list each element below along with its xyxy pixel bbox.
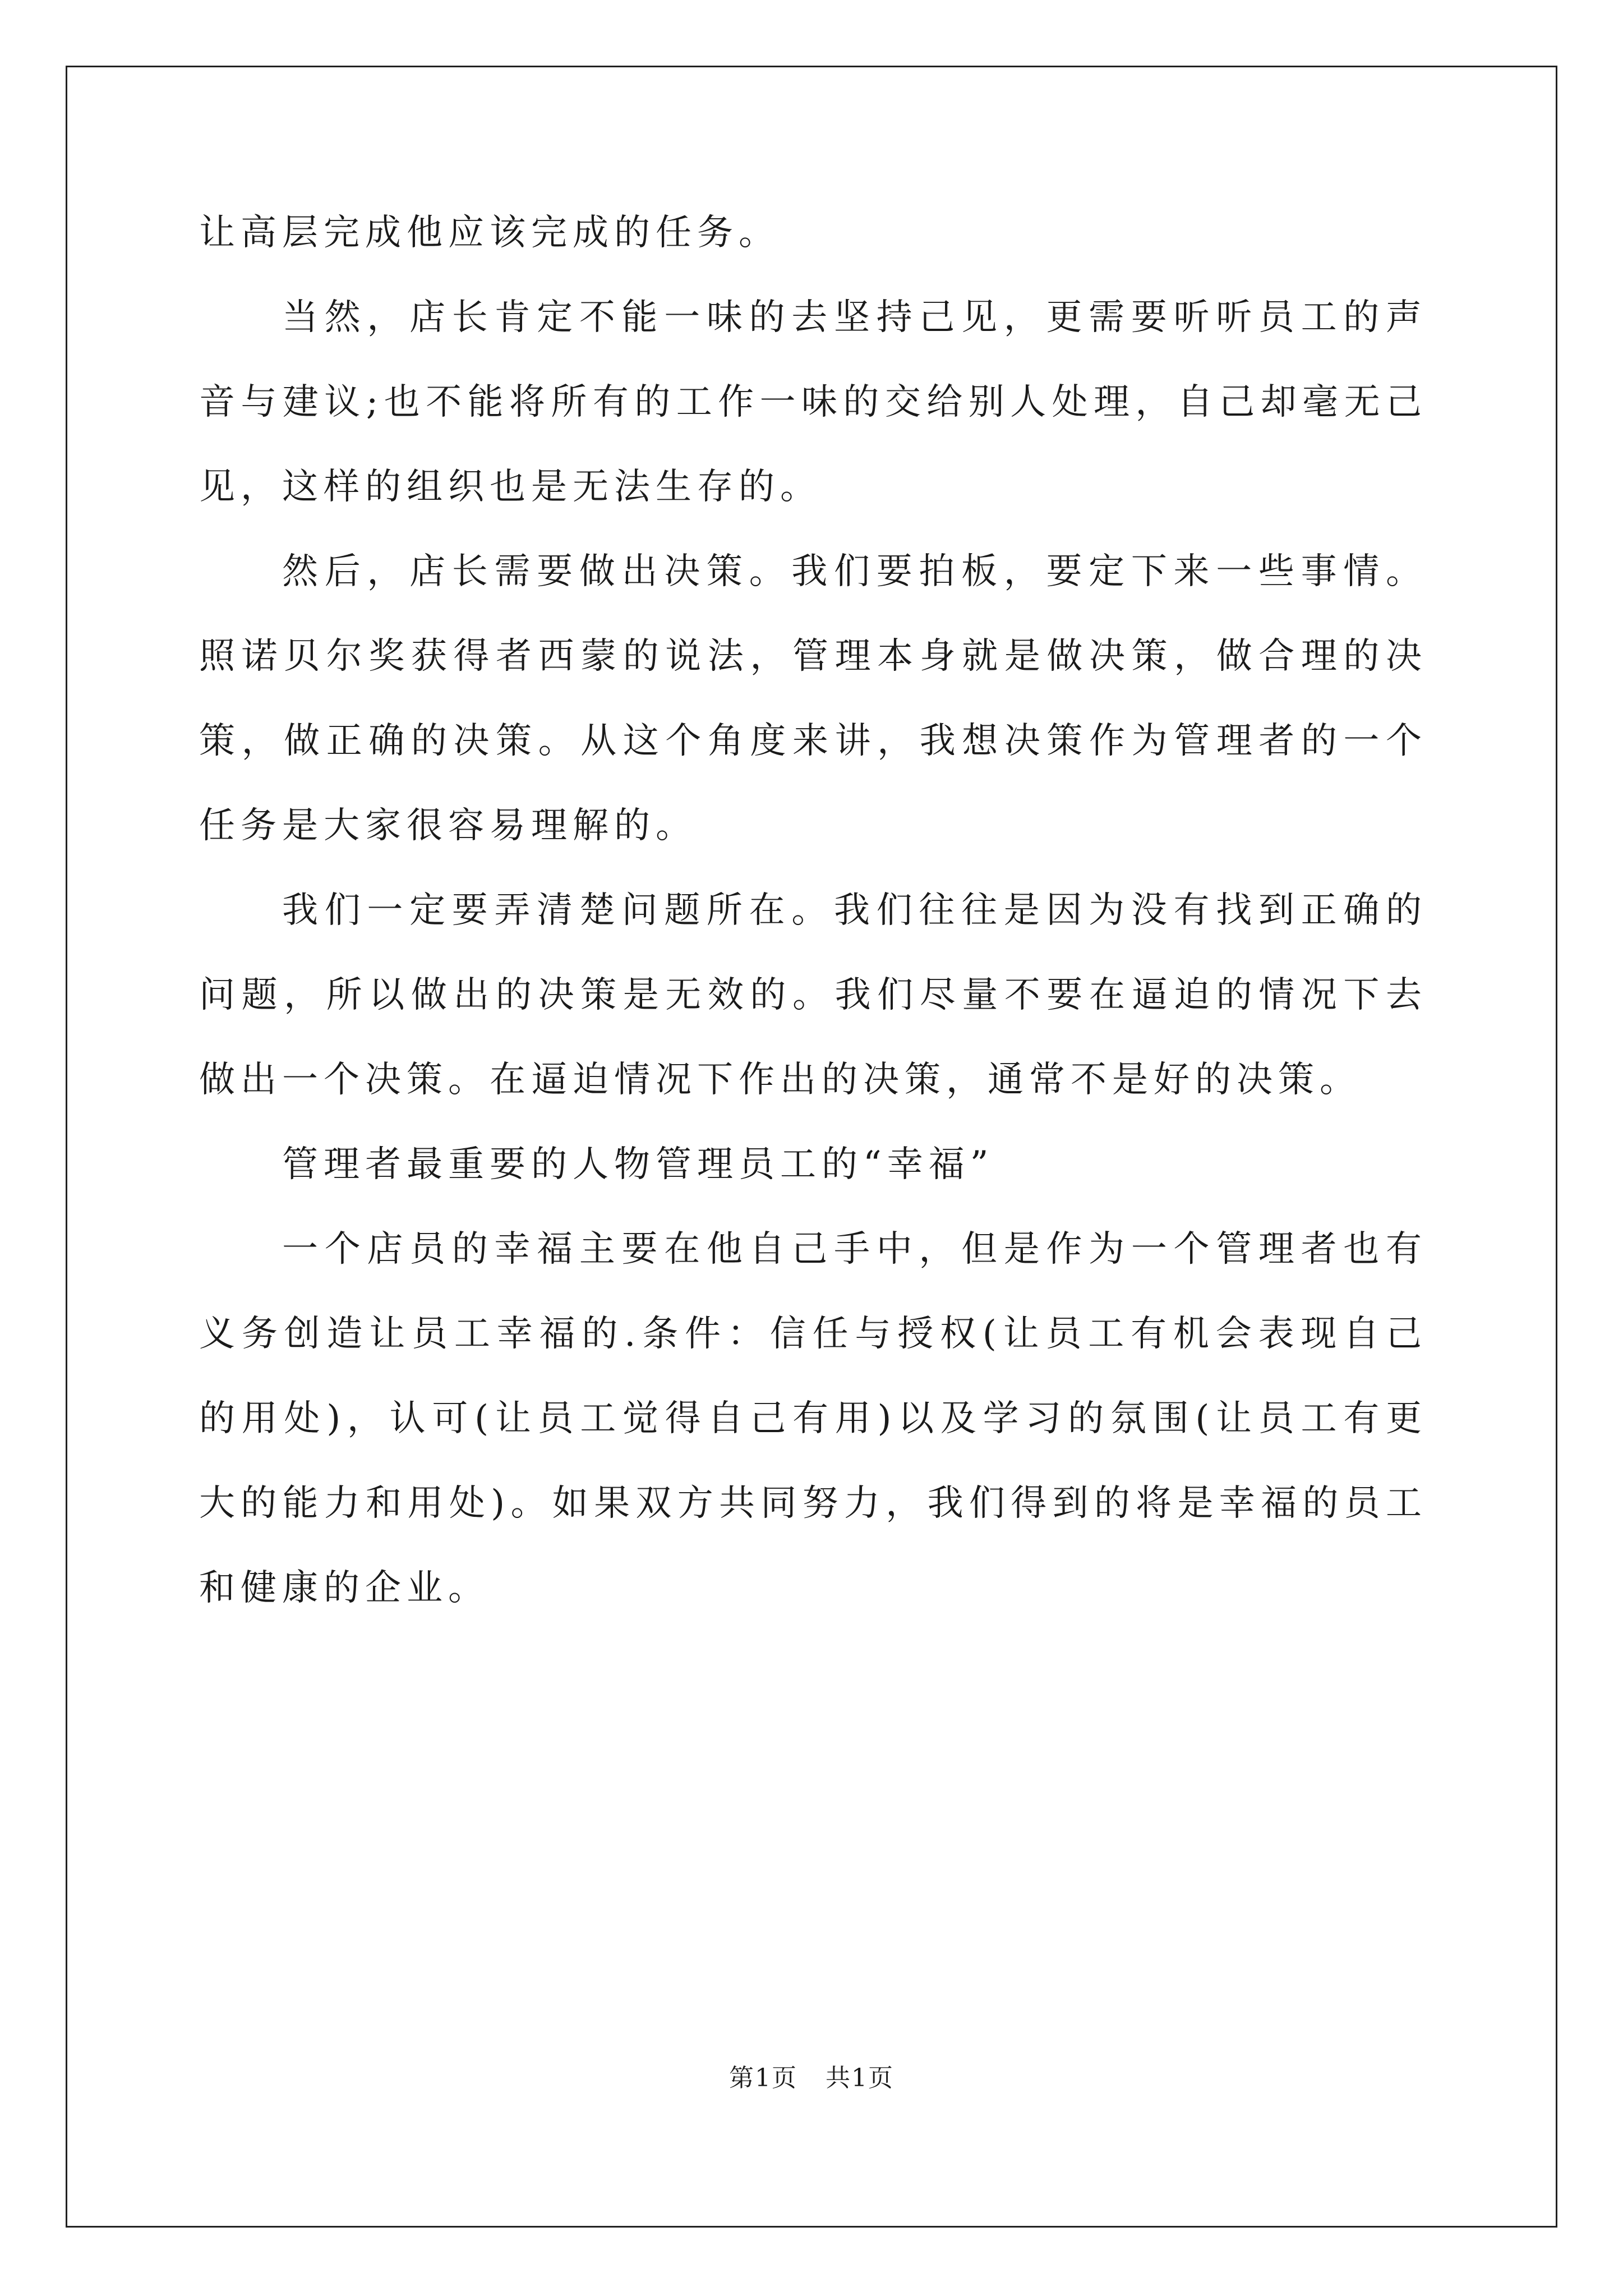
paragraph-1: 让高层完成他应该完成的任务。: [199, 212, 780, 254]
paragraph-heading: 管理者最重要的人物管理员工的“幸福”: [282, 1144, 994, 1185]
document-body: [199, 191, 1427, 1631]
paragraph-2: 当然，店长肯定不能一味的去坚持己见，更需要听听员工的声音与建议;也不能将所有的工作一味的交给别人处理，自己却毫无己见，这样的组织也是无法生存的。: [199, 297, 1427, 508]
page-number: 第1页: [729, 2064, 797, 2092]
page-footer: [0, 2062, 1623, 2095]
page-total: 共1页: [826, 2064, 894, 2092]
paragraph-4: 我们一定要弄清楚问题所在。我们往往是因为没有找到正确的问题，所以做出的决策是无效的。我们尽量不要在逼迫的情况下去做出一个决策。在逼迫情况下作出的决策，通常不是好的决策。: [199, 890, 1427, 1101]
paragraph-6: 一个店员的幸福主要在他自己手中，但是作为一个管理者也有义务创造让员工幸福的.条件：信任与授权(让员工有机会表现自己的用处)，认可(让员工觉得自己有用)以及学习的氛围(让员工有更大的能力和用处)。如果双方共同努力，我们得到的将是幸福的员工和健康的企业。: [199, 1228, 1427, 1609]
paragraph-3: 然后，店长需要做出决策。我们要拍板，要定下来一些事情。照诺贝尔奖获得者西蒙的说法，管理本身就是做决策，做合理的决策，做正确的决策。从这个角度来讲，我想决策作为管理者的一个任务是大家很容易理解的。: [199, 551, 1427, 846]
